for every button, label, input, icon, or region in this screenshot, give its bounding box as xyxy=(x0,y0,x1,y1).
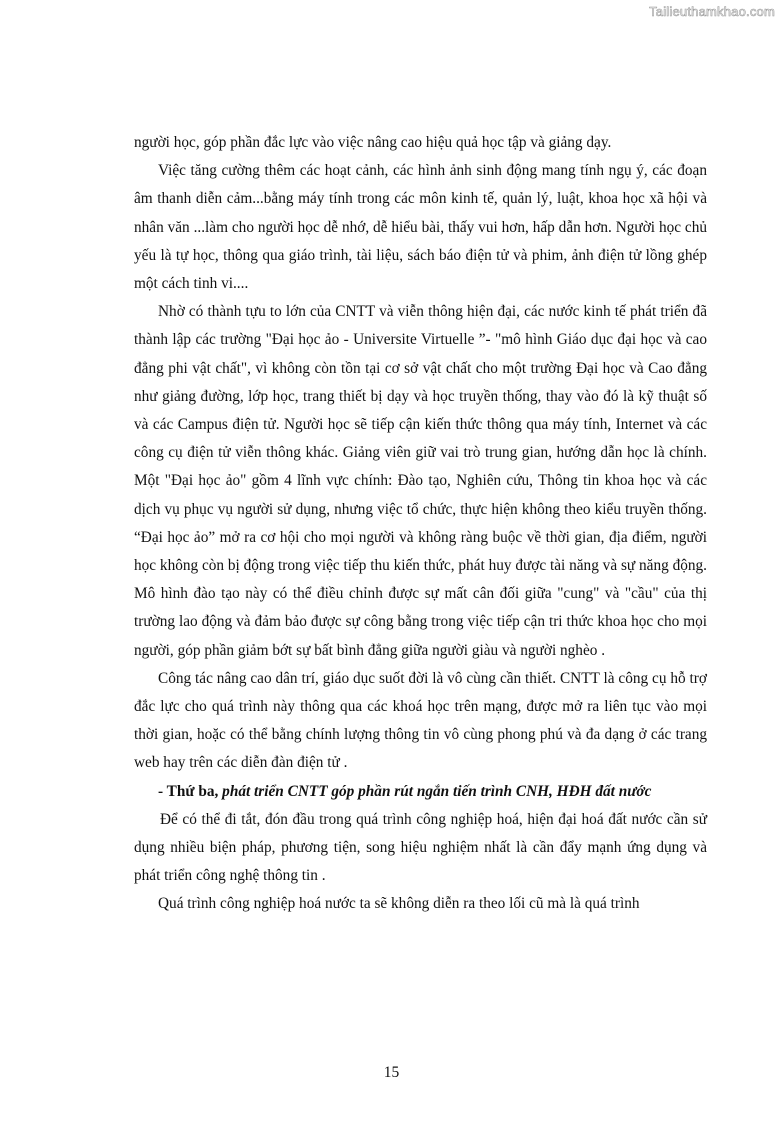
heading-title: phát triển CNTT góp phần rút ngắn tiến trình CNH, HĐH đất nước xyxy=(222,782,652,800)
paragraph-virtual-university: Nhờ có thành tựu to lớn của CNTT và viễn thông hiện đại, các nước kinh tế phát triển đã thành lập các trường "Đại học ảo - Universite Virtuelle ”- "mô hình Giáo dục đại học và cao đẳng phi vật chất", vì không còn tồn tại cơ sở vật chất cho một trường Đại học và Cao đẳng như giảng đường, lớp học, trang thiết bị dạy và học truyền thống, thay vào đó là kỹ thuật số và các Campus điện tử. Người học sẽ tiếp cận kiến thức thông qua máy tính, Internet và các công cụ điện tử viễn thông khác. Giảng viên giữ vai trò trung gian, hướng dẫn học là chính. Một "Đại học ảo" gồm 4 lĩnh vực chính: Đào tạo, Nghiên cứu, Thông tin khoa học và các dịch vụ phục vụ người sử dụng, nhưng việc tổ chức, thực hiện không theo kiểu truyền thống. “Đại học ảo” mở ra cơ hội cho mọi người và không ràng buộc về thời gian, địa điểm, người học không còn bị động trong việc tiếp thu kiến thức, phát huy được tài năng và sự năng động. Mô hình đào tạo này có thể điều chỉnh được sự mất cân đối giữa "cung" và "cầu" của thị trường lao động và đảm bảo được sự công bằng trong việc tiếp cận tri thức khoa học cho mọi người, góp phần giảm bớt sự bất bình đẳng giữa người giàu và người nghèo . xyxy=(134,303,707,659)
paragraph-lifelong-learning: Công tác nâng cao dân trí, giáo dục suốt đời là vô cùng cần thiết. CNTT là công cụ hỗ trợ đắc lực cho quá trình này thông qua các khoá học trên mạng, được mở ra liên tục vào mọi thời gian, hoặc có thể bằng chính lượng thông tin vô cùng phong phú và đa dạng ở các trang web hay trên các diễn đàn điện tử . xyxy=(134,669,707,772)
heading-prefix: - Thứ ba, xyxy=(158,782,223,800)
paragraph-continuation: người học, góp phần đắc lực vào việc nâng cao hiệu quả học tập và giảng dạy. xyxy=(134,134,612,151)
page-number: 15 xyxy=(383,1064,400,1081)
paragraph-industrialization: Quá trình công nghiệp hoá nước ta sẽ không diễn ra theo lối cũ mà là quá trình xyxy=(158,895,640,913)
paragraph-shortcut: Để có thể đi tắt, đón đầu trong quá trình công nghiệp hoá, hiện đại hoá đất nước cần sử dụng nhiều biện pháp, phương tiện, song hiệu nghiệm nhất là cần đẩy mạnh ứng dụng và phát triển công nghệ thông tin . xyxy=(134,810,707,885)
watermark: Tailieuthamkhao.com xyxy=(649,4,775,19)
paragraph-multimedia: Việc tăng cường thêm các hoạt cảnh, các hình ảnh sinh động mang tính ngụ ý, các đoạn âm thanh diễn cảm...bằng máy tính trong các môn kinh tế, quản lý, luật, khoa học xã hội và nhân văn ...làm cho người học dễ nhớ, dễ hiểu bài, thấy vui hơn, hấp dẫn hơn. Người học chủ yếu là tự học, thông qua giáo trình, tài liệu, sách báo điện tử và phim, ảnh điện tử lồng ghép một cách tinh vi.... xyxy=(134,162,707,293)
document-body xyxy=(134,129,707,919)
section-heading xyxy=(134,778,707,806)
